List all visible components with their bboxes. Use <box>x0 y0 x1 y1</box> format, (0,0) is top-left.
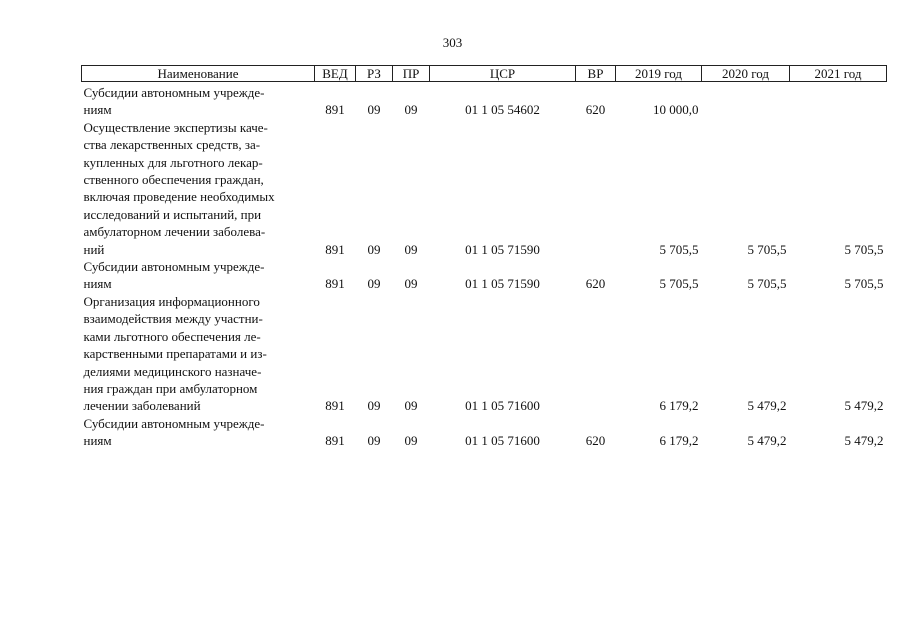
row-pr: 09 <box>404 433 418 449</box>
row-pr: 09 <box>404 398 418 414</box>
row-rz: 09 <box>367 102 381 118</box>
row-ved: 891 <box>325 433 345 449</box>
row-csr: 01 1 05 71600 <box>465 398 540 414</box>
row-name: Субсидии автономным учрежде- ниям <box>83 85 265 118</box>
row-2019: 6 179,2 <box>659 398 699 414</box>
row-ved: 891 <box>325 276 345 292</box>
budget-table <box>81 65 887 450</box>
header-rz: РЗ <box>356 66 393 82</box>
row-rz: 09 <box>367 398 381 414</box>
row-rz: 09 <box>367 276 381 292</box>
row-ved: 891 <box>325 102 345 118</box>
row-rz: 09 <box>367 241 381 257</box>
row-pr: 09 <box>404 276 418 292</box>
page-number: 303 <box>442 35 463 50</box>
row-vr: 620 <box>585 276 606 292</box>
table-row <box>82 415 887 450</box>
table-row <box>82 119 887 258</box>
row-csr: 01 1 05 71590 <box>465 241 540 257</box>
row-2020 <box>702 82 790 119</box>
row-2020: 5 705,5 <box>747 276 787 292</box>
table-row <box>82 293 887 415</box>
row-csr: 01 1 05 71590 <box>465 276 540 292</box>
row-name: Субсидии автономным учрежде- ниям <box>83 415 265 449</box>
table-header-row <box>82 66 887 82</box>
row-ved: 891 <box>325 398 345 414</box>
row-csr: 01 1 05 71600 <box>465 433 540 449</box>
table-row <box>82 258 887 293</box>
row-2021: 5 705,5 <box>844 241 884 257</box>
row-name: Осуществление экспертизы каче- ства лекарственных средств, за- купленных для льготного лекар- ственного обеспечения граждан, включая проведение необходимых исследований и испытаний, при амбулаторном лечении заболева- ний <box>83 119 275 257</box>
header-csr: ЦСР <box>430 66 576 82</box>
table-row <box>82 82 887 119</box>
row-2021: 5 479,2 <box>844 433 884 449</box>
row-2020: 5 479,2 <box>747 398 787 414</box>
row-2021 <box>790 82 887 119</box>
row-2019: 5 705,5 <box>659 241 699 257</box>
row-2019: 6 179,2 <box>659 433 699 449</box>
header-2019: 2019 год <box>616 66 702 82</box>
row-name: Субсидии автономным учрежде- ниям <box>83 259 265 292</box>
row-pr: 09 <box>404 241 418 257</box>
header-vr: ВР <box>576 66 616 82</box>
header-2021: 2021 год <box>790 66 887 82</box>
header-ved: ВЕД <box>315 66 356 82</box>
row-pr: 09 <box>404 102 418 118</box>
header-2020: 2020 год <box>702 66 790 82</box>
row-2021: 5 705,5 <box>844 276 884 292</box>
row-vr <box>576 293 616 415</box>
row-2019: 5 705,5 <box>659 276 699 292</box>
row-2020: 5 705,5 <box>747 241 787 257</box>
row-2021: 5 479,2 <box>844 398 884 414</box>
row-2020: 5 479,2 <box>747 433 787 449</box>
row-vr <box>576 119 616 258</box>
row-ved: 891 <box>325 241 345 257</box>
row-rz: 09 <box>367 433 381 449</box>
row-vr: 620 <box>585 433 606 449</box>
row-name: Организация информационного взаимодействия между участни- ками льготного обеспечения ле- карственными препаратами и из- делиями медицинского назначе- ния граждан при амбулаторном лечении заболеваний <box>83 293 267 414</box>
row-2019: 10 000,0 <box>653 102 699 118</box>
header-name: Наименование <box>82 66 315 82</box>
header-pr: ПР <box>393 66 430 82</box>
row-csr: 01 1 05 54602 <box>465 102 540 118</box>
row-vr: 620 <box>585 102 606 118</box>
